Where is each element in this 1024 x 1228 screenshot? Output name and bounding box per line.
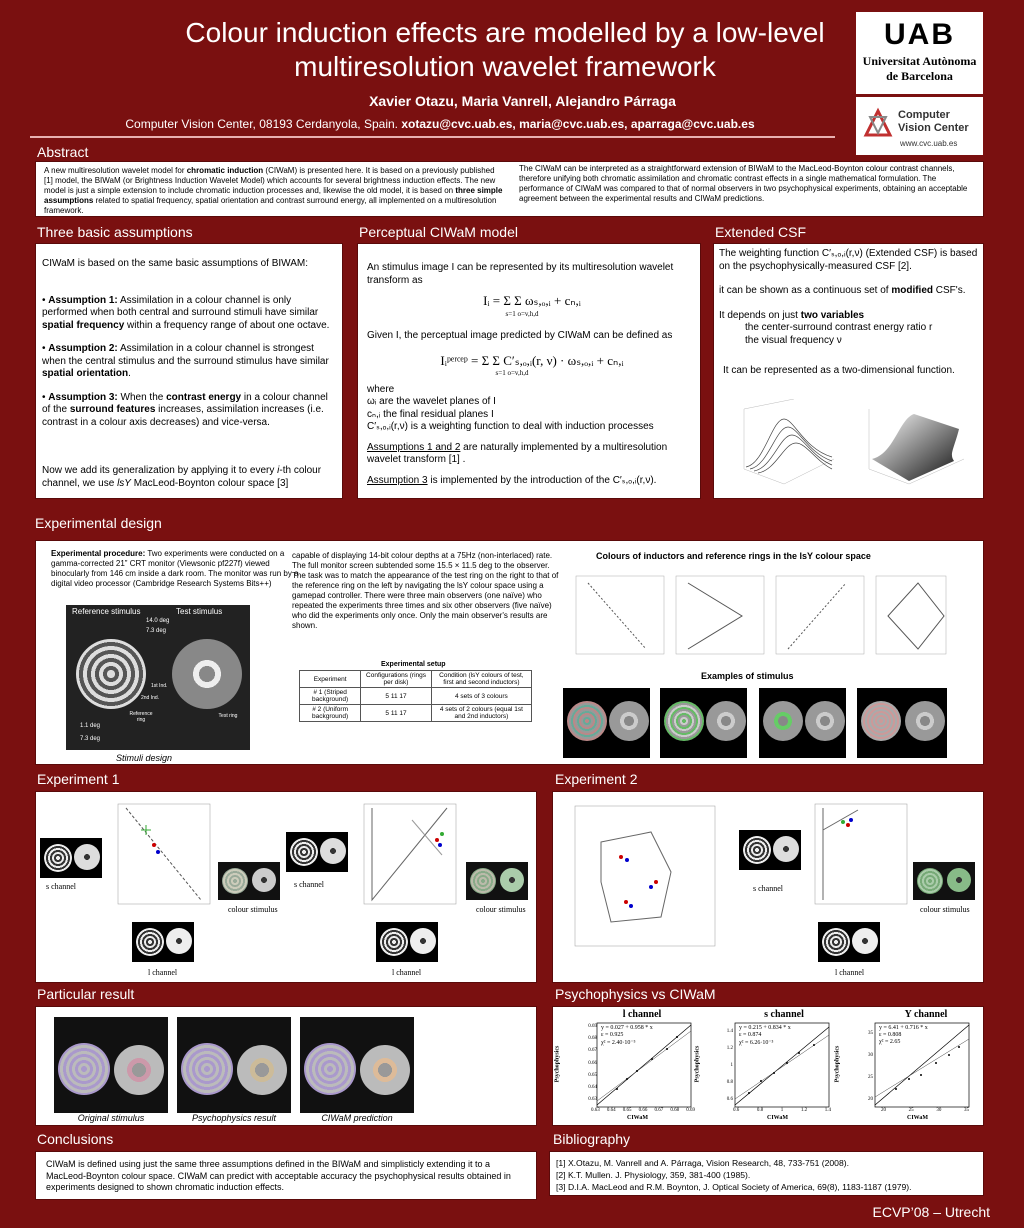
experimental-panel <box>35 540 984 765</box>
psych-plot-3-xticks <box>881 1108 969 1113</box>
assumptions-note-1 <box>367 442 697 467</box>
xtick: 1 <box>780 1108 784 1113</box>
a1-text: Assimilation in a colour channel is only performed when both central and surround stimuli have similar <box>42 294 319 318</box>
table-cell: # 1 (Striped background) <box>300 688 361 705</box>
footer-conference: ECVP’08 – Utrecht <box>872 1204 990 1220</box>
exp1-plot-2 <box>352 800 472 912</box>
where-1: ωᵢ are the wavelet planes of I <box>367 396 496 407</box>
exp1-s-image <box>40 838 102 878</box>
colours-title: Colours of inductors and reference rings in the lsY colour space <box>596 551 871 561</box>
example-stimulus-2 <box>660 688 747 758</box>
psych-plot-3-eq2: ε = 0.808 <box>879 1032 902 1038</box>
uab-line-2: de Barcelona <box>886 69 953 83</box>
experiment-1-title: Experiment 1 <box>37 771 120 787</box>
caption-ciwam: CIWaM prediction <box>321 1113 393 1123</box>
a2-text-2: . <box>128 368 131 379</box>
table-cell: # 2 (Uniform background) <box>300 705 361 722</box>
procedure-body: Two experiments were conducted on a gamma-corrected 21” CRT monitor (Viewsonic pf227f) viewed binocularly from 146 cm inside a dark room. The monitor was run by a digital video processor (Cambridge Research Systems Bits++) <box>51 549 299 588</box>
xtick: 35 <box>963 1108 969 1113</box>
particular-title: Particular result <box>37 986 135 1002</box>
uab-line-1: Universitat Autònoma <box>862 54 977 68</box>
ref-2: [2] K.T. Mullen. J. Physiology, 359, 381-400 (1985). <box>556 1170 751 1180</box>
abstract-text-3: related to spatial frequency, spatial orientation and contrast surround energy, all implemented on a multiresolution framework. <box>44 196 497 215</box>
csf-p3-a: It depends on just <box>719 309 801 321</box>
conclusions-panel <box>35 1151 537 1200</box>
procedure-label: Experimental procedure: <box>51 549 146 558</box>
psych-plot-1-yticks <box>575 1021 597 1106</box>
exp1-colour-stimulus-2 <box>466 862 528 900</box>
ytick: 30 <box>868 1053 873 1058</box>
exp1-s2-b <box>320 838 346 864</box>
ytick: 0.69 <box>588 1024 597 1029</box>
experiment-2-panel <box>552 791 984 983</box>
stim-14-label: 14.0 deg <box>146 618 170 624</box>
ytick: 1.2 <box>726 1046 733 1051</box>
title-line-1: Colour induction effects are modelled by a low-level <box>185 17 825 48</box>
exp1-l-image-2 <box>376 922 438 962</box>
authors: Xavier Otazu, Maria Vanrell, Alejandro Párraga <box>369 93 676 109</box>
csf-p2-b: modified <box>891 285 934 296</box>
psych-plot-3-title: Y channel <box>904 1009 948 1020</box>
exp2-colour-stimulus <box>913 862 975 900</box>
cvc-url: www.cvc.uab.es <box>900 139 958 148</box>
example-stimulus-3 <box>759 688 846 758</box>
exp1-c1-a <box>222 868 248 894</box>
ref-3: [3] D.I.A. MacLeod and R.M. Boynton, J. Optical Society of America, 69(8), 1183-1187 (1979). <box>556 1182 912 1192</box>
stimuli-caption: Stimuli design <box>116 753 173 763</box>
ytick: 0.67 <box>588 1048 597 1054</box>
assumptions-intro: CIWaM is based on the same basic assumptions of BIWAM: <box>42 258 309 269</box>
exp1-l2-a <box>380 928 408 956</box>
stim-11-label: 1.1 deg <box>80 723 101 729</box>
where-3: C′ₛ,ₒ,ᵢ(r,ν) is a weighting function to deal with induction processes <box>367 421 654 432</box>
stim-1st-label: 1st Ind. <box>151 683 168 689</box>
exp1-s2-a <box>290 838 318 866</box>
ytick: 0.63 <box>588 1097 597 1103</box>
example-2-ref <box>664 701 704 741</box>
table-cell: 5 11 17 <box>361 688 432 705</box>
assumption-1: • Assumption 1: Assimilation in a colour channel is only performed when both central and surround stimuli have similar spatial frequency within a frequency range of about one octave. <box>42 294 330 331</box>
psych-plot-2-title: s channel <box>764 1009 804 1020</box>
example-4-ref <box>861 701 901 741</box>
assumptions-note-2-text: is implemented by the introduction of the C′ₛ,ₒ,ᵢ(r,ν). <box>427 474 657 486</box>
stim-test-label: Test stimulus <box>176 607 223 616</box>
assumptions-title: Three basic assumptions <box>37 224 193 240</box>
exp1-l-image-1 <box>132 922 194 962</box>
psych-plot-3-ylabel: Psychophysics <box>834 1045 841 1083</box>
affiliation: Computer Vision Center, 08193 Cerdanyola, Spain. <box>125 117 398 131</box>
example-3-ref <box>763 701 803 741</box>
experimental-title: Experimental design <box>35 515 162 531</box>
xtick: 30 <box>936 1108 942 1113</box>
psych-plot-3 <box>834 1009 981 1125</box>
outro-1: Now we add its generalization by applying it to every <box>42 465 278 476</box>
exp2-l-image <box>818 922 880 962</box>
a2-label: Assumption 2: <box>48 343 118 354</box>
exp2-l-b <box>852 928 878 954</box>
psych-plot-2-eq3: χ² = 6.26·10⁻³ <box>739 1040 774 1046</box>
csf-panel <box>713 243 984 499</box>
exp2-plot-2 <box>803 800 923 912</box>
exp1-colour-label-2: colour stimulus <box>476 905 526 914</box>
stimuli-design-figure <box>66 605 250 750</box>
ytick: 0.8 <box>726 1080 733 1085</box>
csf-curves-plot <box>724 399 844 489</box>
exp1-s-label-2: s channel <box>294 880 324 889</box>
exp2-s-label: s channel <box>753 884 783 893</box>
exp2-s-a <box>743 836 771 864</box>
pred-ring-b <box>360 1045 410 1095</box>
stim-refring-label: Reference ring <box>129 711 153 723</box>
th-experiment: Experiment <box>300 671 361 688</box>
stim-73b-label: 7.3 deg <box>80 736 101 742</box>
ytick: 25 <box>868 1075 873 1080</box>
setup-table-title: Experimental setup <box>381 661 446 668</box>
xtick: 0.68 <box>670 1108 680 1113</box>
assumptions-body <box>42 258 338 490</box>
emails: xotazu@cvc.uab.es, maria@cvc.uab.es, aparraga@cvc.uab.es <box>401 117 755 131</box>
cvc-mark-icon <box>862 107 894 139</box>
assumptions-note-2 <box>367 475 697 488</box>
abstract-text-1: A new multiresolution wavelet model for <box>44 166 187 175</box>
psych-plot-1-xticks <box>591 1108 695 1113</box>
psych-plot-1-eq2: ε = 0.925 <box>601 1032 624 1038</box>
colour-plot-4 <box>868 571 978 661</box>
stim-ref-label: Reference stimulus <box>72 607 141 616</box>
colour-plot-2 <box>668 571 768 661</box>
exp2-s-b <box>773 836 799 862</box>
original-stimulus-image <box>54 1017 168 1113</box>
xtick: 0.63 <box>591 1108 600 1113</box>
table-cell: 5 11 17 <box>361 705 432 722</box>
csf-p4: It can be represented as a two-dimensional function. <box>723 365 955 376</box>
exp1-l-label-1: l channel <box>148 968 178 977</box>
a3-text-3: increases, assimilation increases (i.e. contrast in a colour axis decreases) and vice-versa. <box>42 404 324 428</box>
psych-plot-1 <box>554 1009 697 1125</box>
outro-2: -th colour channel, we use <box>42 465 322 489</box>
ytick: 0.6 <box>726 1097 733 1102</box>
xtick: 1.4 <box>824 1108 831 1113</box>
cvc-line-1: Computer <box>898 109 950 121</box>
th-configurations: Configurations (rings per disk) <box>361 671 432 688</box>
uab-logo <box>856 12 983 94</box>
th-condition: Condition (lsY colours of test, first and second inductors) <box>431 671 531 688</box>
csf-surface-plot <box>854 399 974 489</box>
psych-plot-1-ylabel: Psychophysics <box>554 1045 561 1083</box>
cvc-logo <box>856 97 983 155</box>
stim-73-label: 7.3 deg <box>146 628 167 634</box>
equation-2: Iᵢᵖᵉʳᶜᵉᵖ = Σ Σ C′ₛ,ₒ,ᵢ(r, ν) · ωₛ,ₒ,ᵢ + cₙ,ᵢ <box>440 352 624 368</box>
exp1-plot-1 <box>106 800 226 912</box>
procedure-text <box>51 549 301 589</box>
ytick: 35 <box>868 1031 873 1036</box>
psych-plot-2-yticks <box>715 1023 733 1108</box>
psy-ring-a <box>181 1043 233 1095</box>
perceptual-p1: An stimulus image I can be represented by its multiresolution wavelet transform as <box>367 262 674 286</box>
exp1-c2-b <box>500 868 524 892</box>
title-line-2: multiresolution wavelet framework <box>294 51 716 82</box>
a2-text: Assimilation in a colour channel is strongest when the central stimulus and the surround stimulus have similar <box>42 343 329 367</box>
exp2-colour-label: colour stimulus <box>920 905 970 914</box>
ytick: 0.66 <box>588 1060 597 1066</box>
ref-1: [1] X.Otazu, M. Vanrell and A. Párraga, Vision Research, 48, 733-751 (2008). <box>556 1158 849 1168</box>
example-3-test <box>805 701 845 741</box>
ytick: 0.65 <box>588 1072 597 1078</box>
csf-body <box>719 248 981 378</box>
equation-1-limits: s=1 o=v,h,d <box>505 309 539 318</box>
csf-var-2: the visual frequency ν <box>745 334 842 346</box>
xtick: 1.2 <box>800 1108 808 1113</box>
header-rule <box>30 136 835 138</box>
examples-title: Examples of stimulus <box>701 671 794 681</box>
exp1-c1-b <box>252 868 276 892</box>
table-cell: 4 sets of 2 colours (equal 1st and 2nd inductors) <box>431 705 531 722</box>
caption-original: Original stimulus <box>77 1113 145 1123</box>
psych-plot-3-eq3: χ² = 2.65 <box>879 1039 901 1045</box>
csf-p1: The weighting function C′ₛ,ₒ,ᵢ(r,ν) (Extended CSF) is based on the psychophysically-measured CSF [2]. <box>719 248 978 272</box>
psy-ring-b <box>237 1045 287 1095</box>
xtick: 0.66 <box>638 1108 648 1113</box>
poster-title <box>150 16 860 84</box>
abstract-text-2: (CIWaM) is presented here. It is based on a previously published [1] model, the BIWaM (or Brightness Induction Wavelet Model) which accounts for several brightness induction effects. The new model is just a simple extension to include chromatic induction processes and, likewise the old model, it is based on <box>44 166 496 195</box>
a3-bold-2: surround features <box>69 404 156 415</box>
colour-plots-row <box>568 571 980 661</box>
csf-p3-b: two variables <box>800 309 865 321</box>
where-2: cₙ,ᵢ the final residual planes I <box>367 408 494 420</box>
assumption-3: • Assumption 3: When the contrast energy in a colour channel of the surround features increases, assimilation increases (i.e. contrast in a colour axis decreases) and vice-versa. <box>42 391 328 428</box>
xtick: 0.67 <box>654 1108 664 1113</box>
table-cell: 4 sets of 3 colours <box>431 688 531 705</box>
csf-title: Extended CSF <box>715 224 807 240</box>
abstract-bold-1: chromatic induction <box>186 166 264 175</box>
exp2-l-label: l channel <box>835 968 865 977</box>
exp1-colour-stimulus-1 <box>218 862 280 900</box>
a1-label: Assumption 1: <box>48 294 118 306</box>
ytick: 1 <box>730 1063 733 1068</box>
csf-p3 <box>719 310 981 323</box>
xtick: 0.6 <box>733 1108 740 1113</box>
outro-i: i <box>277 465 280 476</box>
bibliography-title: Bibliography <box>553 1131 631 1147</box>
caption-psychophysics: Psychophysics result <box>191 1113 277 1123</box>
assumption-2: • Assumption 2: Assimilation in a colour channel is strongest when the central stimulus and the surround stimulus have similar spatial orientation. <box>42 343 329 379</box>
xtick: 0.69 <box>686 1108 695 1113</box>
exp1-s-image-2 <box>286 832 348 872</box>
abstract-left <box>44 166 504 216</box>
psych-plot-2 <box>694 1009 839 1125</box>
stim-testring-label: Test ring <box>218 713 238 719</box>
orig-ring-b <box>114 1045 164 1095</box>
perceptual-panel <box>357 243 701 499</box>
orig-ring-a <box>58 1043 110 1095</box>
a2-bold: spatial orientation <box>42 368 129 379</box>
example-1-ref <box>567 701 607 741</box>
exp1-l1-a <box>136 928 164 956</box>
stim-test-disk <box>172 639 242 709</box>
abstract-bold-2: three simple assumptions <box>44 186 503 205</box>
colour-plot-1 <box>568 571 668 661</box>
psych-plot-3-xlabel: CIWaM <box>907 1115 928 1121</box>
example-stimulus-1 <box>563 688 650 758</box>
assumptions-link: Assumptions 1 and 2 <box>367 441 461 453</box>
a1-bold: spatial frequency <box>42 319 125 331</box>
affiliation-line <box>40 117 840 131</box>
assumption-3-link: Assumption 3 <box>367 474 428 486</box>
exp2-s-image <box>739 830 801 870</box>
example-4-test <box>905 701 945 741</box>
exp2-c-a <box>917 868 943 894</box>
example-1-test <box>609 701 649 741</box>
exp1-c2-a <box>470 868 496 894</box>
exp2-c-b <box>947 868 971 892</box>
psych-plot-1-xlabel: CIWaM <box>627 1115 648 1121</box>
particular-panel <box>35 1006 537 1126</box>
abstract-right: The CIWaM can be interpreted as a straightforward extension of BIWaM to the MacLeod-Boynton colour contrast channels, therefore unifying both chromatic assimilation and chromatic contrast effects in a single mathematical formulation. The performance of CIWaM was compared to that of normal observers in two psychophysical experiments, obtaining an acceptable agreement between the experimental results and CIWaM predictions. <box>519 164 968 203</box>
exp1-l-label-2: l channel <box>392 968 422 977</box>
a3-text-2: in a colour channel of the <box>42 391 328 415</box>
experiment-2-title: Experiment 2 <box>555 771 638 787</box>
psych-title: Psychophysics vs CIWaM <box>555 986 716 1002</box>
ytick: 0.68 <box>588 1036 597 1042</box>
xtick: 25 <box>908 1108 914 1113</box>
psych-plot-1-eq1: y = 0.027 + 0.958 * x <box>601 1025 653 1031</box>
assumptions-outro <box>42 465 338 490</box>
ytick: 1.4 <box>726 1029 733 1034</box>
abstract-title: Abstract <box>37 144 89 160</box>
xtick: 20 <box>881 1108 886 1113</box>
csf-var-1: the center-surround contrast energy ratio r <box>745 322 933 333</box>
exp1-s-label: s channel <box>46 882 76 891</box>
psych-plot-2-eq2: ε = 0.874 <box>739 1032 762 1038</box>
setup-table <box>299 670 532 722</box>
csf-p2-a: it can be shown as a continuous set of <box>719 285 892 296</box>
conclusions-title: Conclusions <box>37 1131 114 1147</box>
xtick: 0.64 <box>606 1108 616 1113</box>
where-label: where <box>367 383 395 395</box>
xtick: 0.8 <box>756 1108 764 1113</box>
csf-p2 <box>719 285 981 298</box>
example-stimulus-4 <box>857 688 947 758</box>
assumptions-panel <box>35 243 343 499</box>
assumptions-note-1-text: are naturally implemented by a multiresolution wavelet transform [1] . <box>367 441 668 465</box>
example-2-test <box>706 701 746 741</box>
a3-text: When the <box>117 391 167 403</box>
ciwam-prediction-image <box>300 1017 414 1113</box>
exp2-l-a <box>822 928 850 956</box>
psych-plot-2-xticks <box>733 1108 831 1113</box>
equation-2-limits: s=1 o=v,h,d <box>495 369 529 377</box>
exp1-s-ring-a <box>44 844 72 872</box>
outro-3: MacLeod-Boynton colour space [3] <box>130 477 289 489</box>
procedure-continued: capable of displaying 14-bit colour depths at a 75Hz (non-interlaced) rate. The full monitor screen subtended some 15.5 × 11.5 deg to the observer. The task was to match the appearance of the test ring on the right to that of the reference ring on the left by navigating the lsY colour space using a gamepad controller. There were three main observers (one naïve) who repeated the experiments three times and six other observers (five naïve) who did the experiments only once. Only the main observer's results are shown. <box>292 551 559 630</box>
exp1-colour-label-1: colour stimulus <box>228 905 278 914</box>
stim-2nd-label: 2nd Ind. <box>141 695 160 701</box>
uab-mark: UAB <box>884 18 955 51</box>
a3-label: Assumption 3: <box>48 391 118 403</box>
psych-plot-2-eq1: y = 0.215 + 0.834 * x <box>739 1025 791 1031</box>
psych-plot-1-eq3: χ² = 2.40·10⁻⁵ <box>601 1040 636 1046</box>
psych-plot-3-eq1: y = 6.41 + 0.716 * x <box>879 1025 928 1031</box>
colour-plot-3 <box>768 571 868 661</box>
bibliography-panel <box>549 1151 984 1196</box>
examples-row <box>563 688 983 758</box>
exp1-s-ring-b <box>74 844 100 870</box>
stim-ref-disk <box>76 639 146 709</box>
equation-1: Iᵢ = Σ Σ ωₛ,ₒ,ᵢ + cₙ,ᵢ <box>483 293 581 308</box>
a1-text-2: within a frequency range of about one octave. <box>124 319 330 331</box>
perceptual-p2: Given I, the perceptual image predicted by CIWaM can be defined as <box>367 330 673 341</box>
outro-lsy: lsY <box>117 477 131 489</box>
bibliography-list <box>556 1157 981 1193</box>
pred-ring-a <box>304 1043 356 1095</box>
ytick: 20 <box>868 1097 873 1102</box>
psych-plot-2-ylabel: Psychophysics <box>694 1045 701 1083</box>
psych-plot-1-title: l channel <box>622 1009 662 1020</box>
cvc-line-2: Vision Center <box>898 122 969 134</box>
exp2-plot-1 <box>561 802 721 962</box>
psych-plot-3-yticks <box>855 1023 873 1111</box>
xtick: 0.65 <box>622 1108 632 1113</box>
experiment-1-panel <box>35 791 537 983</box>
exp1-l1-b <box>166 928 192 954</box>
abstract-panel <box>35 161 984 217</box>
ytick: 0.64 <box>588 1085 597 1091</box>
psych-plot-2-xlabel: CIWaM <box>767 1115 788 1121</box>
a3-bold-1: contrast energy <box>166 391 242 403</box>
psychophysics-result-image <box>177 1017 291 1113</box>
conclusions-text: CIWaM is defined using just the same three assumptions defined in the BIWaM and simplisticly extending it to a MacLeod-Boynton colour space. CIWaM can predict with acceptable accuracy the psychophysical results obtained in experiments designed to shown chromatic induction effects. <box>46 1159 511 1192</box>
exp1-l2-b <box>410 928 436 954</box>
perceptual-body <box>367 262 697 487</box>
perceptual-title: Perceptual CIWaM model <box>359 224 518 240</box>
csf-p2-c: CSF's. <box>933 285 966 296</box>
psych-panel <box>552 1006 984 1126</box>
